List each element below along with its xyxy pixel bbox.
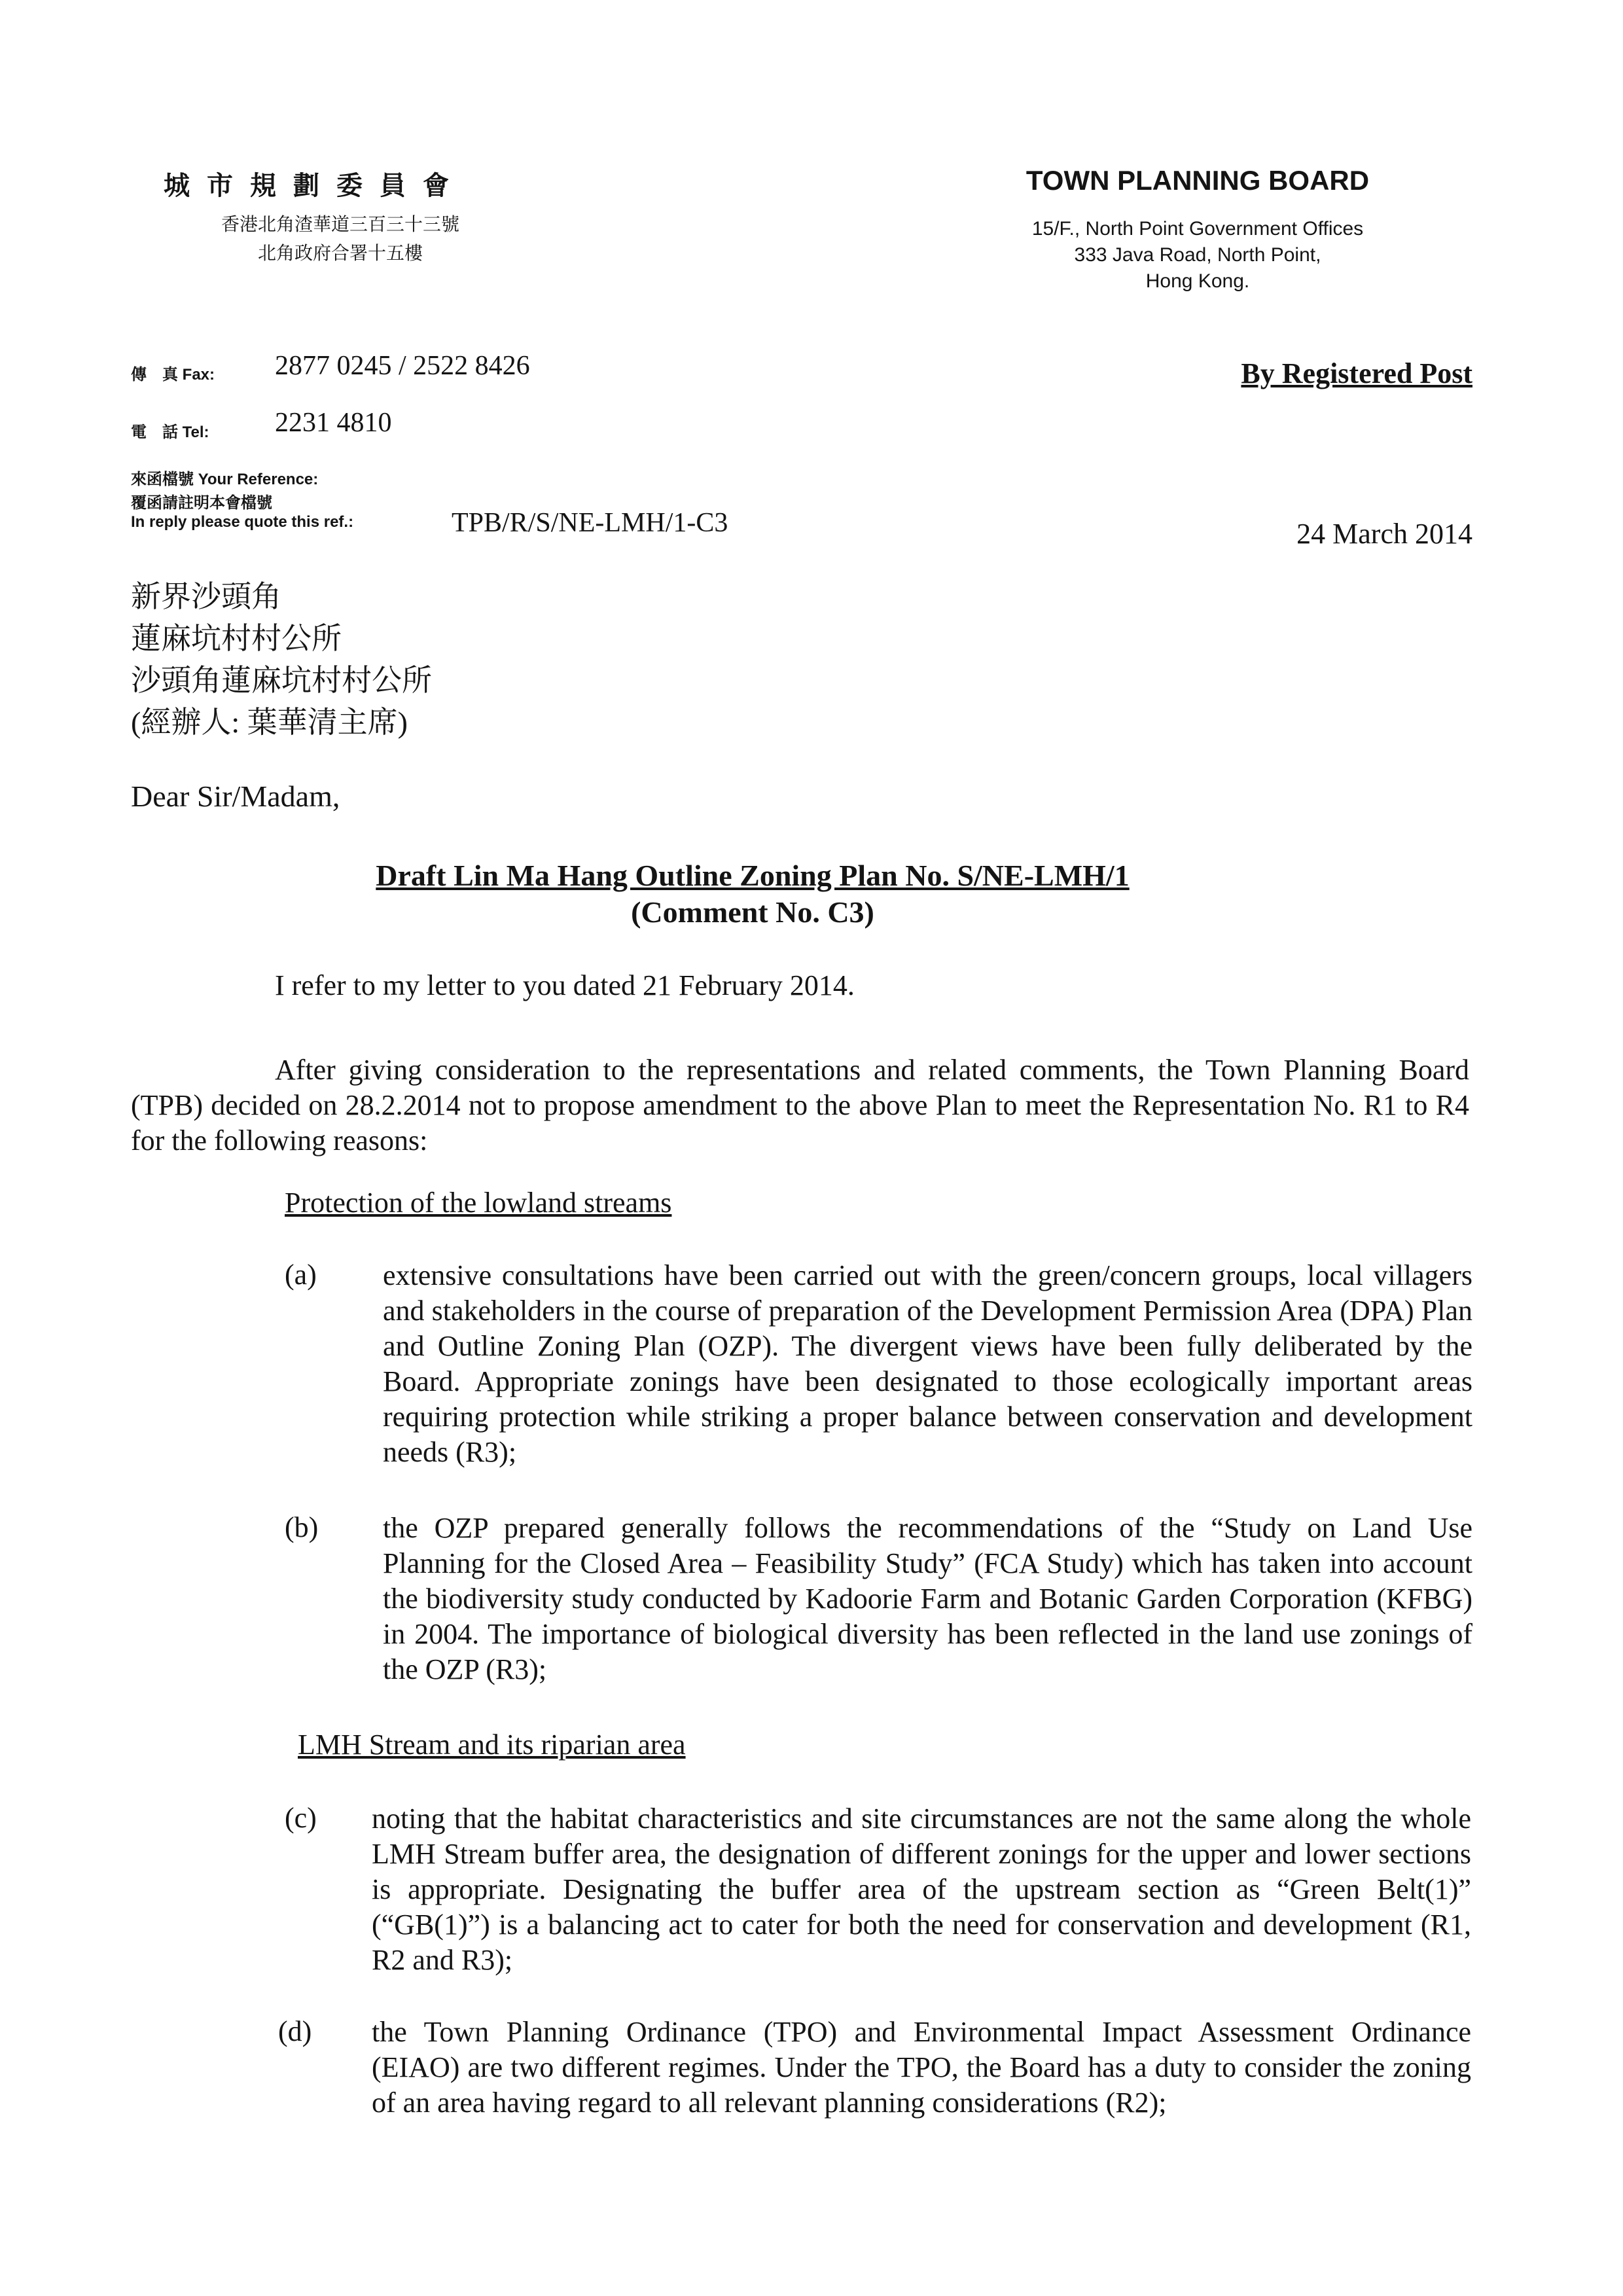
item-d-label: (d) xyxy=(278,2015,312,2047)
addressee-line: 新界沙頭角 xyxy=(131,580,281,613)
fax-label: 傳 真 Fax: xyxy=(131,366,215,384)
board-english-address-line: Hong Kong. xyxy=(1145,270,1250,292)
quote-reference-label: In reply please quote this ref.: xyxy=(131,513,354,531)
tel-label: 電 話 Tel: xyxy=(131,423,209,441)
addressee-line: (經辦人: 葉華清主席) xyxy=(131,706,408,739)
board-english-name: TOWN PLANNING BOARD xyxy=(1026,165,1370,196)
board-english-address-line: 15/F., North Point Government Offices xyxy=(1031,218,1364,240)
opening-paragraph: I refer to my letter to you dated 21 February 2014. xyxy=(275,969,855,1001)
section-heading-lowland-streams: Protection of the lowland streams xyxy=(285,1187,672,1219)
letter-date: 24 March 2014 xyxy=(1296,518,1472,550)
item-a-text: extensive consultations have been carried out with the green/concern groups, local villagers and stakeholders in the course of preparation of the Development Permission Area (DPA) Plan and Outline Zoning Plan (OZP). The divergent views have been fully deliberated by the Board. Appropriate zonings have been designated to those ecologically important areas requiring protection while striking a proper balance between conservation and development needs (R3); xyxy=(383,1259,1472,1468)
delivery-method: By Registered Post xyxy=(1241,357,1472,389)
board-chinese-name: 城市規劃委員會 xyxy=(164,171,466,200)
item-c-label: (c) xyxy=(285,1802,317,1834)
tel-number: 2231 4810 xyxy=(275,408,392,438)
addressee-block xyxy=(131,576,432,744)
fax-number: 2877 0245 / 2522 8426 xyxy=(275,351,530,381)
subject-heading xyxy=(262,857,1243,931)
board-chinese-address-line: 北角政府合署十五樓 xyxy=(257,243,423,264)
reference-number: TPB/R/S/NE-LMH/1-C3 xyxy=(452,508,728,538)
board-chinese-address-line: 香港北角渣華道三百三十三號 xyxy=(221,215,459,235)
intro-paragraph: After giving consideration to the representations and related comments, the Town Planning Board (TPB) decided on 28.2.2014 not to propose amendment to the above Plan to meet the Representation No. R1 to R4 for the following reasons: xyxy=(131,1054,1469,1157)
board-english-address-line: 333 Java Road, North Point, xyxy=(1074,244,1321,266)
item-c-text: noting that the habitat characteristics and site circumstances are not the same along the whole LMH Stream buffer area, the designation of different zonings for the upper and lower sections is appropriate. Designating the buffer area of the upstream section as “Green Belt(1)” (“GB(1)”) is a balancing act to cater for both the need for conservation and development (R1, R2 and R3); xyxy=(372,1803,1471,1976)
salutation: Dear Sir/Madam, xyxy=(131,780,340,813)
board-chinese-address xyxy=(157,211,524,268)
item-b-label: (b) xyxy=(285,1511,319,1543)
subject-title: Draft Lin Ma Hang Outline Zoning Plan No. S/NE-LMH/1 xyxy=(376,859,1130,892)
quote-reference-label-chinese: 覆函請註明本會檔號 xyxy=(131,494,272,512)
addressee-line: 蓮麻坑村村公所 xyxy=(131,622,342,655)
subject-comment-number: (Comment No. C3) xyxy=(631,895,874,929)
item-d-text: the Town Planning Ordinance (TPO) and Environmental Impact Assessment Ordinance (EIAO) are two different regimes. Under the TPO, the Board has a duty to consider the zoning of an area having regard to all relevant planning considerations (R2); xyxy=(372,2016,1471,2119)
your-reference-label: 來函檔號 Your Reference: xyxy=(131,471,319,488)
addressee-line: 沙頭角蓮麻坑村村公所 xyxy=(131,664,432,697)
section-heading-lmh-stream: LMH Stream and its riparian area xyxy=(298,1729,686,1761)
item-b-text: the OZP prepared generally follows the recommendations of the “Study on Land Use Planning for the Closed Area – Feasibility Study” (FCA Study) which has taken into account the biodiversity study conducted by Kadoorie Farm and Botanic Garden Corporation (KFBG) in 2004. The importance of biological diversity has been reflected in the land use zonings of the OZP (R3); xyxy=(383,1512,1472,1685)
item-a-label: (a) xyxy=(285,1259,317,1291)
board-english-address xyxy=(969,216,1427,295)
